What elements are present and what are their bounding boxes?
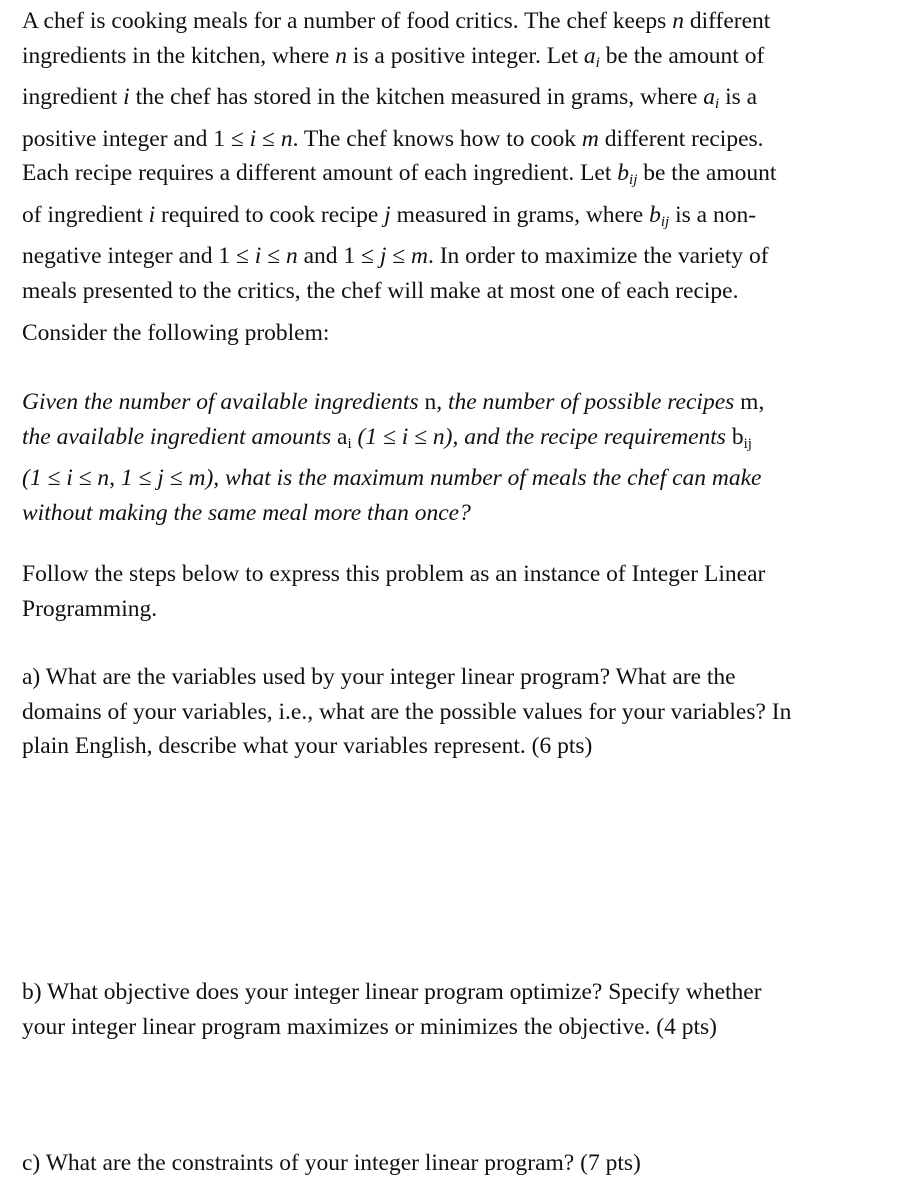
instructions-paragraph [22, 557, 765, 626]
problem-line-2: the available ingredient amounts ai (1 ≤ i ≤ n), and the recipe requirements bij [22, 423, 752, 452]
question-a-line-1: a) What are the variables used by your integer linear program? What are the [22, 664, 736, 690]
question-a-line-2: domains of your variables, i.e., what are the possible values for your variables? In [22, 698, 792, 725]
question-a [22, 660, 791, 764]
intro-paragraph [22, 4, 776, 308]
intro-line-3: ingredient i the chef has stored in the kitchen measured in grams, where $a_i$ is a [22, 84, 758, 112]
consider-paragraph: Consider the following problem: [22, 320, 330, 346]
instructions-line-2: Programming. [22, 595, 158, 622]
question-b-line-1: b) What objective does your integer linear program optimize? Specify whether [22, 979, 762, 1005]
intro-line-6: of ingredient i required to cook recipe j measured in grams, where $b_{ij}$ is a non- [22, 201, 757, 230]
intro-line-8: meals presented to the critics, the chef will make at most one of each recipe. [22, 277, 739, 304]
intro-line-1: A chef is cooking meals for a number of food critics. The chef keeps n different [22, 8, 771, 34]
intro-line-2: ingredients in the kitchen, where n is a positive integer. Let $a_i$ be the amount of [22, 42, 765, 71]
question-b [22, 975, 762, 1044]
instructions-line-1: Follow the steps below to express this problem as an instance of Integer Linear [22, 561, 766, 587]
problem-line-1: Given the number of available ingredients n, the number of possible recipes m, [22, 389, 765, 415]
question-c-line-1: c) What are the constraints of your integer linear program? (7 pts) [22, 1150, 641, 1176]
problem-line-3: (1 ≤ i ≤ n, 1 ≤ j ≤ m), what is the maximum number of meals the chef can make [22, 465, 762, 491]
problem-line-4: without making the same meal more than once? [22, 499, 471, 526]
intro-line-4: positive integer and 1 ≤ i ≤ n. The chef knows how to cook m different recipes. [22, 125, 764, 152]
problem-statement [22, 385, 764, 530]
question-b-line-2: your integer linear program maximizes or minimizes the objective. (4 pts) [22, 1013, 717, 1040]
question-a-line-3: plain English, describe what your variables represent. (6 pts) [22, 733, 593, 759]
intro-line-7: negative integer and 1 ≤ i ≤ n and 1 ≤ j ≤ m. In order to maximize the variety of [22, 243, 769, 269]
question-c [22, 1146, 641, 1181]
intro-line-5: Each recipe requires a different amount of each ingredient. Let $b_{ij}$ be the amount [22, 160, 777, 188]
